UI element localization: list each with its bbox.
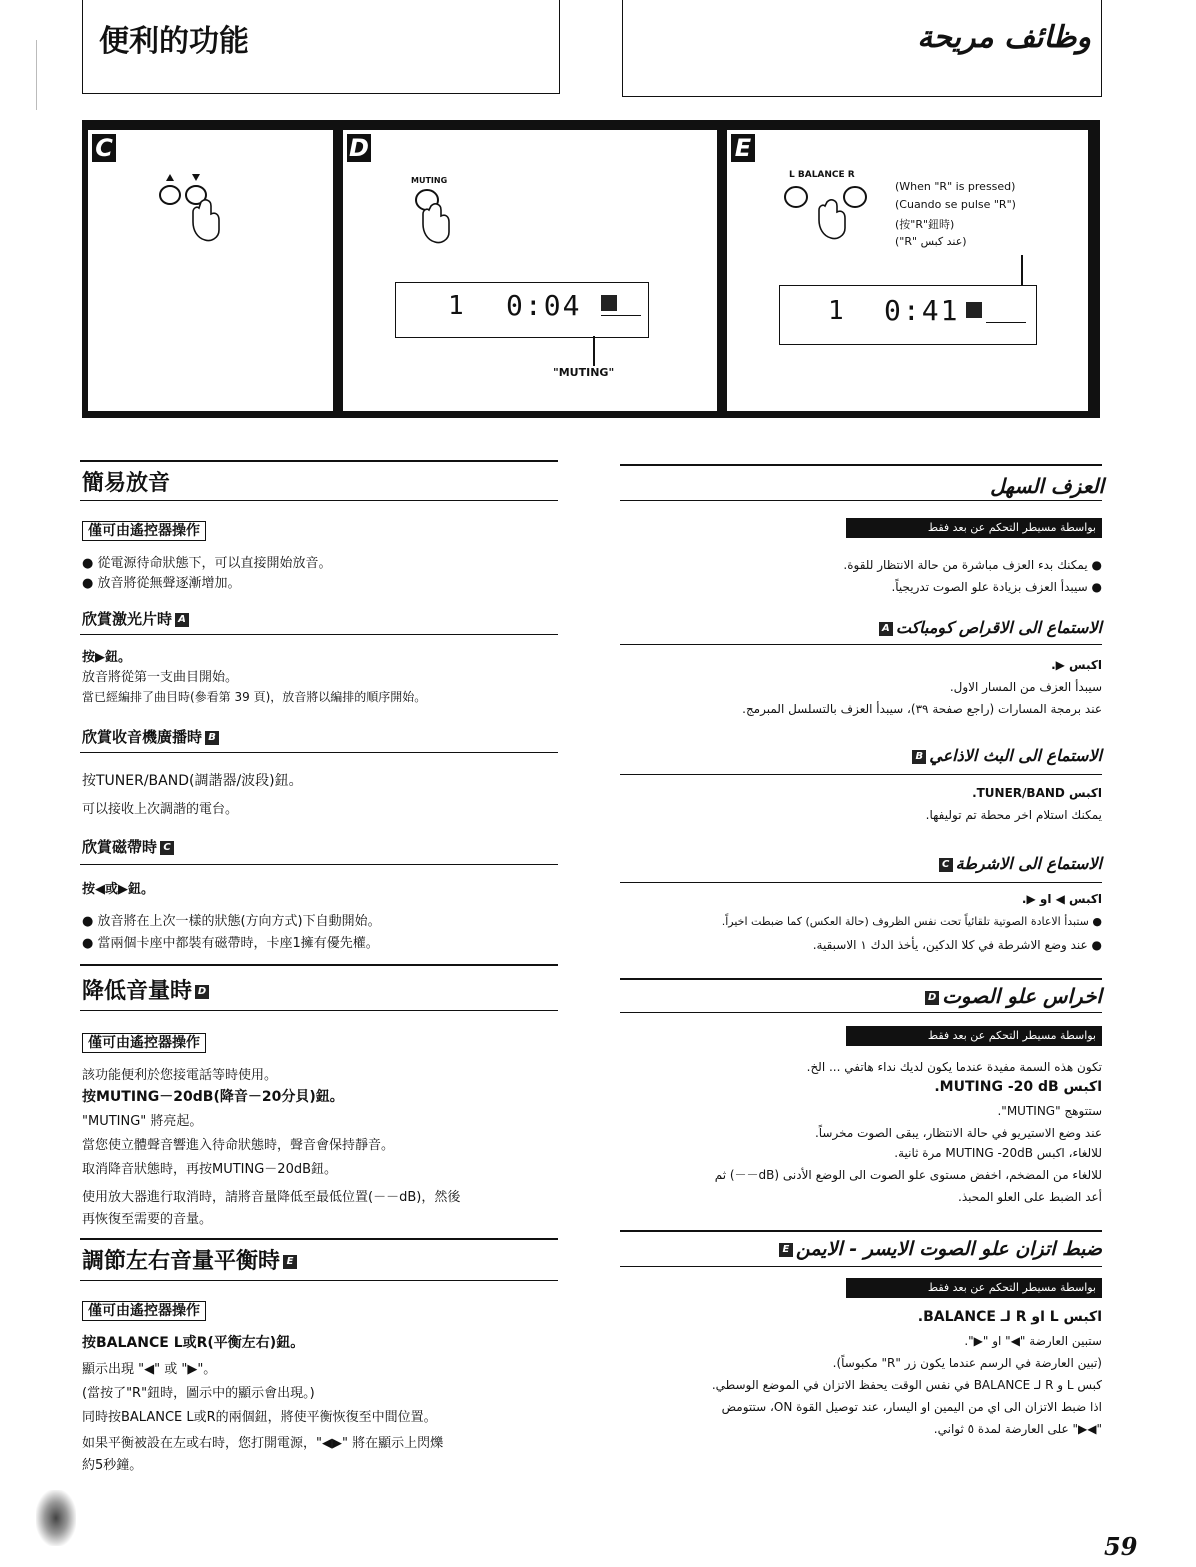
panel-c	[88, 130, 333, 411]
zh-s2-line-7: 再恢復至需要的音量。	[82, 1212, 213, 1227]
zh-s3-line-3: (當按了"R"鈕時，圖示中的顯示會出現。)	[82, 1386, 315, 1401]
page-number: 59	[1104, 1532, 1138, 1561]
zh-s2-remote-only: 僅可由遙控器操作	[82, 1032, 206, 1053]
note-es: (Cuando se pulse "R")	[895, 198, 1016, 211]
tag-b-icon: B	[205, 731, 219, 745]
tag-d-icon: D	[195, 985, 209, 999]
muting-button-label: MUTING	[411, 176, 448, 185]
ar-s2-remote-only-bar: بواسطة مسيطر التحكم عن بعد فقط	[846, 1026, 1102, 1046]
ar-s3-under-rule	[620, 1266, 1102, 1267]
ar-header-box	[622, 0, 1102, 97]
tag-c-icon: C	[160, 841, 174, 855]
zh-s1a-line-1: 按▶鈕。	[82, 650, 131, 665]
ar-s3-line-3: (تبين العارضة في الرسم عندما يكون زر "R" مكبوساً).	[832, 1356, 1102, 1370]
ar-tag-a-icon: A	[879, 622, 893, 636]
display-e-time: 0:41	[884, 294, 960, 327]
display-e-indicator-icon	[966, 302, 982, 318]
muting-callout: "MUTING"	[553, 366, 615, 379]
ar-s3-line-1: اكبس L او R لـ BALANCE.	[917, 1309, 1102, 1325]
zh-s3-under-rule	[80, 1280, 558, 1281]
panel-d-letter: D	[347, 134, 371, 162]
callout-line-d	[593, 336, 595, 366]
ar-s1-title: العزف السهل	[990, 474, 1104, 498]
note-en: (When "R" is pressed)	[895, 180, 1016, 193]
zh-s1a-heading: 欣賞激光片時 A	[82, 608, 192, 629]
zh-s3-line-4: 同時按BALANCE L或R的兩個鈕，將使平衡恢復至中間位置。	[82, 1410, 437, 1425]
display-panel-d	[395, 282, 649, 338]
ar-s3-heading: ضبط اتزان علو الصوت الايسر - الايمنE	[776, 1238, 1102, 1260]
ar-s1c-line-1: اكبس ◀ او ▶.	[1021, 892, 1102, 906]
zh-s1-bullet-2: ● 放音將從無聲逐漸增加。	[82, 576, 241, 591]
muting-button-illustration	[413, 186, 473, 246]
display-e-track: 1	[828, 296, 844, 326]
ar-s3-line-2: ستبين العارضة "◀" او "▶".	[964, 1334, 1102, 1348]
ar-s2-line-3: ستتوهج "MUTING".	[997, 1104, 1102, 1118]
zh-s3-remote-only: 僅可由遙控器操作	[82, 1300, 206, 1321]
zh-s3-line-5: 如果平衡被設在左或右時，您打開電源，"◀▶" 將在顯示上閃爍	[82, 1436, 444, 1451]
ar-s3-line-6: "◀▶" على العارضة لمدة ٥ ثواني.	[933, 1422, 1102, 1436]
balance-label: L BALANCE R	[789, 170, 855, 180]
zh-s1-under-rule	[80, 500, 558, 501]
display-d-mini-labels	[601, 315, 641, 330]
ar-s1b-line-2: يمكنك استلام اخر محطة تم توليفها.	[925, 808, 1102, 822]
zh-s1b-heading: 欣賞收音機廣播時 B	[82, 726, 222, 747]
zh-s1c-line-1: 按◀或▶鈕。	[82, 882, 154, 897]
zh-s2-line-4: 當您使立體聲音響進入待命狀態時，聲音會保持靜音。	[82, 1138, 395, 1153]
display-panel-e	[779, 285, 1037, 345]
ar-s3-top-rule	[620, 1230, 1102, 1232]
ar-s2-top-rule	[620, 978, 1102, 980]
zh-s1c-rule	[80, 864, 558, 865]
ar-s1a-line-1: اكبس ▶.	[1051, 658, 1102, 672]
zh-s1-bullet-1: ● 從電源待命狀態下，可以直接開始放音。	[82, 556, 332, 571]
tag-e-icon: E	[283, 1255, 297, 1269]
ar-s3-line-5: اذا ضبط الاتزان الى اي من اليمين او اليسار، عند توصيل القوة ON، ستتومض	[721, 1400, 1102, 1414]
ar-s2-heading: اخراس علو الصوتD	[922, 984, 1102, 1008]
panel-c-letter: C	[92, 134, 116, 162]
margin-line	[36, 40, 37, 110]
zh-s1b-line-2: 可以接收上次調諧的電台。	[82, 802, 239, 817]
zh-s1a-rule	[80, 634, 558, 635]
ar-tag-b-icon: B	[912, 750, 926, 764]
ar-page-title: وظائف مريحة	[917, 20, 1091, 55]
zh-s1c-bullet-1: ● 放音將在上次一樣的狀態(方向方式)下自動開始。	[82, 914, 381, 929]
ar-s1b-line-1: اكبس TUNER/BAND.	[972, 786, 1102, 800]
zh-s2-under-rule	[80, 1010, 558, 1011]
zh-s3-line-1: 按BALANCE L或R(平衡左右)鈕。	[82, 1335, 305, 1351]
zh-s2-line-2: 按MUTING－20dB(降音－20分貝)鈕。	[82, 1089, 344, 1105]
zh-s3-top-rule	[80, 1238, 558, 1240]
ar-s2-line-7: أعد الضبط على العلو المحبذ.	[958, 1190, 1102, 1204]
zh-page-title: 便利的功能	[99, 24, 249, 59]
zh-s2-line-1: 該功能便利於您接電話等時使用。	[82, 1068, 278, 1083]
zh-s1c-heading: 欣賞磁帶時 C	[82, 836, 177, 857]
ar-s1a-line-2: سيبدأ العزف من المسار الاول.	[949, 680, 1102, 694]
zh-header-box	[82, 0, 560, 94]
ar-s1c-rule	[620, 882, 1102, 883]
ar-tag-e-icon: E	[779, 1243, 793, 1257]
zh-s2-top-rule	[80, 964, 558, 966]
ar-s1c-bullet-2: ● عند وضع الاشرطة في كلا الدكين، يأخذ الدك ١ الاسبقية.	[812, 938, 1102, 952]
note-ar: ("R" عند كبس)	[895, 235, 967, 248]
ar-s3-line-4: كبس L و R لـ BALANCE في نفس الوقت يحفظ الاتزان في الموضع الوسطي.	[711, 1378, 1102, 1392]
zh-s1a-line-3: 當已經編排了曲目時(參看第 39 頁)，放音將以編排的順序開始。	[82, 690, 427, 704]
zh-s2-line-3: "MUTING" 將亮起。	[82, 1114, 203, 1129]
note-zh: (按"R"鈕時)	[895, 218, 955, 231]
zh-s3-line-2: 顯示出現 "◀" 或 "▶"。	[82, 1362, 217, 1377]
ar-s1c-heading: الاستماع الى الاشرطةC	[936, 854, 1102, 873]
zh-s1-top-rule	[80, 460, 558, 462]
ar-tag-c-icon: C	[939, 858, 953, 872]
ar-s1-bullet-2: ● سيبدأ العزف بزيادة علو الصوت تدريجياً.	[891, 580, 1102, 594]
panel-e-letter: E	[731, 134, 755, 162]
display-d-track: 1	[448, 291, 464, 321]
zh-s3-line-6: 約5秒鐘。	[82, 1458, 143, 1473]
display-d-indicator-icon	[601, 295, 617, 311]
ar-s1c-bullet-1: ● ستبدأ الاعادة الصوتية تلقائياً تحت نفس الظروف (حالة العكس) كما ضبطت اخيراً.	[721, 915, 1102, 928]
ar-s2-line-4: عند وضع الاستيريو في حالة الانتظار، يبقى الصوت مخرساً.	[814, 1126, 1102, 1140]
ar-s3-remote-only-bar: بواسطة مسيطر التحكم عن بعد فقط	[846, 1278, 1102, 1298]
binding-mark	[36, 1490, 76, 1546]
ar-s1a-heading: الاستماع الى الاقراص كومباكتA	[876, 618, 1102, 637]
ar-s2-line-1: تكون هذه السمة مفيدة عندما يكون لديك نداء هاتفي ... الخ.	[806, 1060, 1102, 1074]
zh-s2-line-5: 取消降音狀態時，再按MUTING－20dB鈕。	[82, 1162, 338, 1177]
ar-tag-d-icon: D	[925, 991, 939, 1005]
panel-e	[727, 130, 1088, 411]
zh-s2-heading: 降低音量時 D	[82, 974, 212, 1005]
tape-buttons-illustration	[153, 168, 243, 248]
zh-s1-remote-only: 僅可由遙控器操作	[82, 520, 206, 541]
zh-s1a-line-2: 放音將從第一支曲目開始。	[82, 670, 239, 685]
ar-s2-line-2: اكبس MUTING -20 dB.	[934, 1079, 1102, 1095]
ar-s2-line-6: للالغاء من المضخم، اخفض مستوى علو الصوت الى الوضع الأدنى (dB－－) ثم	[714, 1168, 1102, 1182]
ar-s1-remote-only-bar: بواسطة مسيطر التحكم عن بعد فقط	[846, 518, 1102, 538]
ar-s1b-heading: الاستماع الى البث الاذاعيB	[909, 746, 1102, 765]
zh-s1c-bullet-2: ● 當兩個卡座中都裝有磁帶時，卡座1擁有優先權。	[82, 936, 379, 951]
zh-s3-heading: 調節左右音量平衡時 E	[82, 1244, 300, 1275]
display-d-time: 0:04	[506, 289, 582, 322]
zh-s1-title: 簡易放音	[82, 471, 171, 496]
zh-s1b-rule	[80, 752, 558, 753]
tag-a-icon: A	[175, 613, 189, 627]
panel-d	[343, 130, 717, 411]
zh-s1b-line-1: 按TUNER/BAND(調諧器/波段)鈕。	[82, 773, 303, 789]
display-e-mini-labels	[986, 322, 1026, 333]
ar-s2-line-5: للالغاء، اكبس MUTING -20dB مرة ثانية.	[894, 1146, 1102, 1160]
ar-s1-bullet-1: ● يمكنك بدء العزف مباشرة من حالة الانتظار للقوة.	[843, 558, 1102, 572]
balance-buttons-illustration	[783, 182, 883, 242]
ar-s1a-rule	[620, 644, 1102, 645]
ar-s1-top-rule	[620, 464, 1102, 466]
ar-s1a-line-3: عند برمجة المسارات (راجع صفحة ٣٩)، سيبدأ العزف بالتسلسل المبرمج.	[742, 702, 1102, 716]
ar-s1-under-rule	[620, 500, 1102, 501]
ar-s2-under-rule	[620, 1012, 1102, 1013]
ar-s1b-rule	[620, 774, 1102, 775]
zh-s2-line-6: 使用放大器進行取消時，請將音量降低至最低位置(－－dB)，然後	[82, 1190, 461, 1205]
